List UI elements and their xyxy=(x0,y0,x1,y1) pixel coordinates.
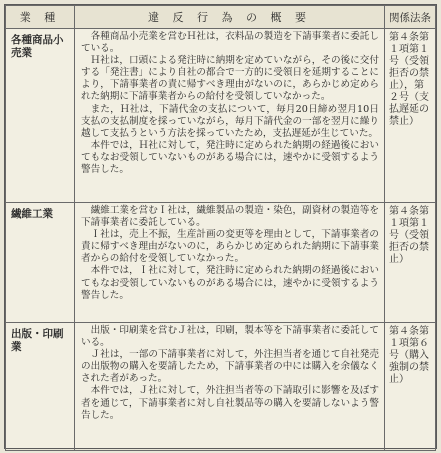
violation-table-sheet xyxy=(4,4,437,449)
table-row xyxy=(6,29,436,203)
header-industry: 業 種 xyxy=(6,6,75,29)
table-row xyxy=(6,323,436,451)
industry-cell: 繊維工業 xyxy=(6,203,75,323)
summary-paragraph: 各種商品小売業を営むＨ社は，衣料品の製造を下請事業者に委託している。 xyxy=(81,31,379,55)
header-summary: 違 反 行 為 の 概 要 xyxy=(75,6,385,29)
header-law: 関係法条 xyxy=(385,6,436,29)
law-cell: 第４条第１項第１号（受領拒否の禁止），第２号（支払遅延の禁止） xyxy=(385,29,436,203)
summary-paragraph: Ｉ社は，売上不振，生産計画の変更等を理由として，下請事業者の責に帰すべき理由がないのに，あらかじめ定められた納期に下請事業者からの給付を受領していなかった。 xyxy=(81,229,379,265)
summary-cell xyxy=(75,323,385,451)
summary-paragraph: Ｊ社は，一部の下請事業者に対して，外注担当者を通じて自社発売の出版物の購入を要請したため，下請事業者の中には購入を余儀なくされた者があった。 xyxy=(81,349,379,385)
violation-table xyxy=(5,5,436,451)
summary-paragraph: また，Ｈ社は，下請代金の支払について，毎月20日締め翌月10日支払の支払制度を採っていながら，毎月下請代金の一部を翌月に繰り越して支払うという方法を採っていたため，支払遅延が生じていた。 xyxy=(81,103,379,139)
summary-paragraph: Ｈ社は，口頭による発注時に納期を定めていながら，その後に交付する「発注書」により自社の都合で一方的に受領日を延期することにより，下請事業者の責に帰すべき理由がないのに，あらかじめ定められた納期に下請事業者からの給付を受領していなかった。 xyxy=(81,55,379,103)
summary-paragraph: 本件では，Ｉ社に対して，発注時に定められた納期の経過後においてもなお受領していないものがある場合には，速やかに受領するよう警告した。 xyxy=(81,265,379,301)
industry-cell: 各種商品小売業 xyxy=(6,29,75,203)
law-cell: 第４条第１項第６号（購入強制の禁止） xyxy=(385,323,436,451)
summary-paragraph: 本件では，Ｈ社に対して，発注時に定められた納期の経過後においてもなお受領していないものがある場合には，速やかに受領するよう警告した。 xyxy=(81,139,379,176)
industry-cell: 出版・印刷業 xyxy=(6,323,75,451)
law-cell: 第４条第１項第１号（受領拒否の禁止） xyxy=(385,203,436,323)
summary-paragraph: 繊維工業を営むＩ社は，繊維製品の製造・染色，副資材の製造等を下請事業者に委託している。 xyxy=(81,205,379,229)
summary-cell xyxy=(75,203,385,323)
table-header-row xyxy=(6,6,436,29)
summary-paragraph: 本件では，Ｊ社に対して，外注担当者等の下請取引に影響を及ぼす者を通じて，下請事業者に対し自社製品等の購入を要請しないよう警告した。 xyxy=(81,385,379,421)
summary-cell xyxy=(75,29,385,203)
summary-paragraph: 出版・印刷業を営むＪ社は，印刷，製本等を下請事業者に委託している。 xyxy=(81,325,379,349)
table-row xyxy=(6,203,436,323)
